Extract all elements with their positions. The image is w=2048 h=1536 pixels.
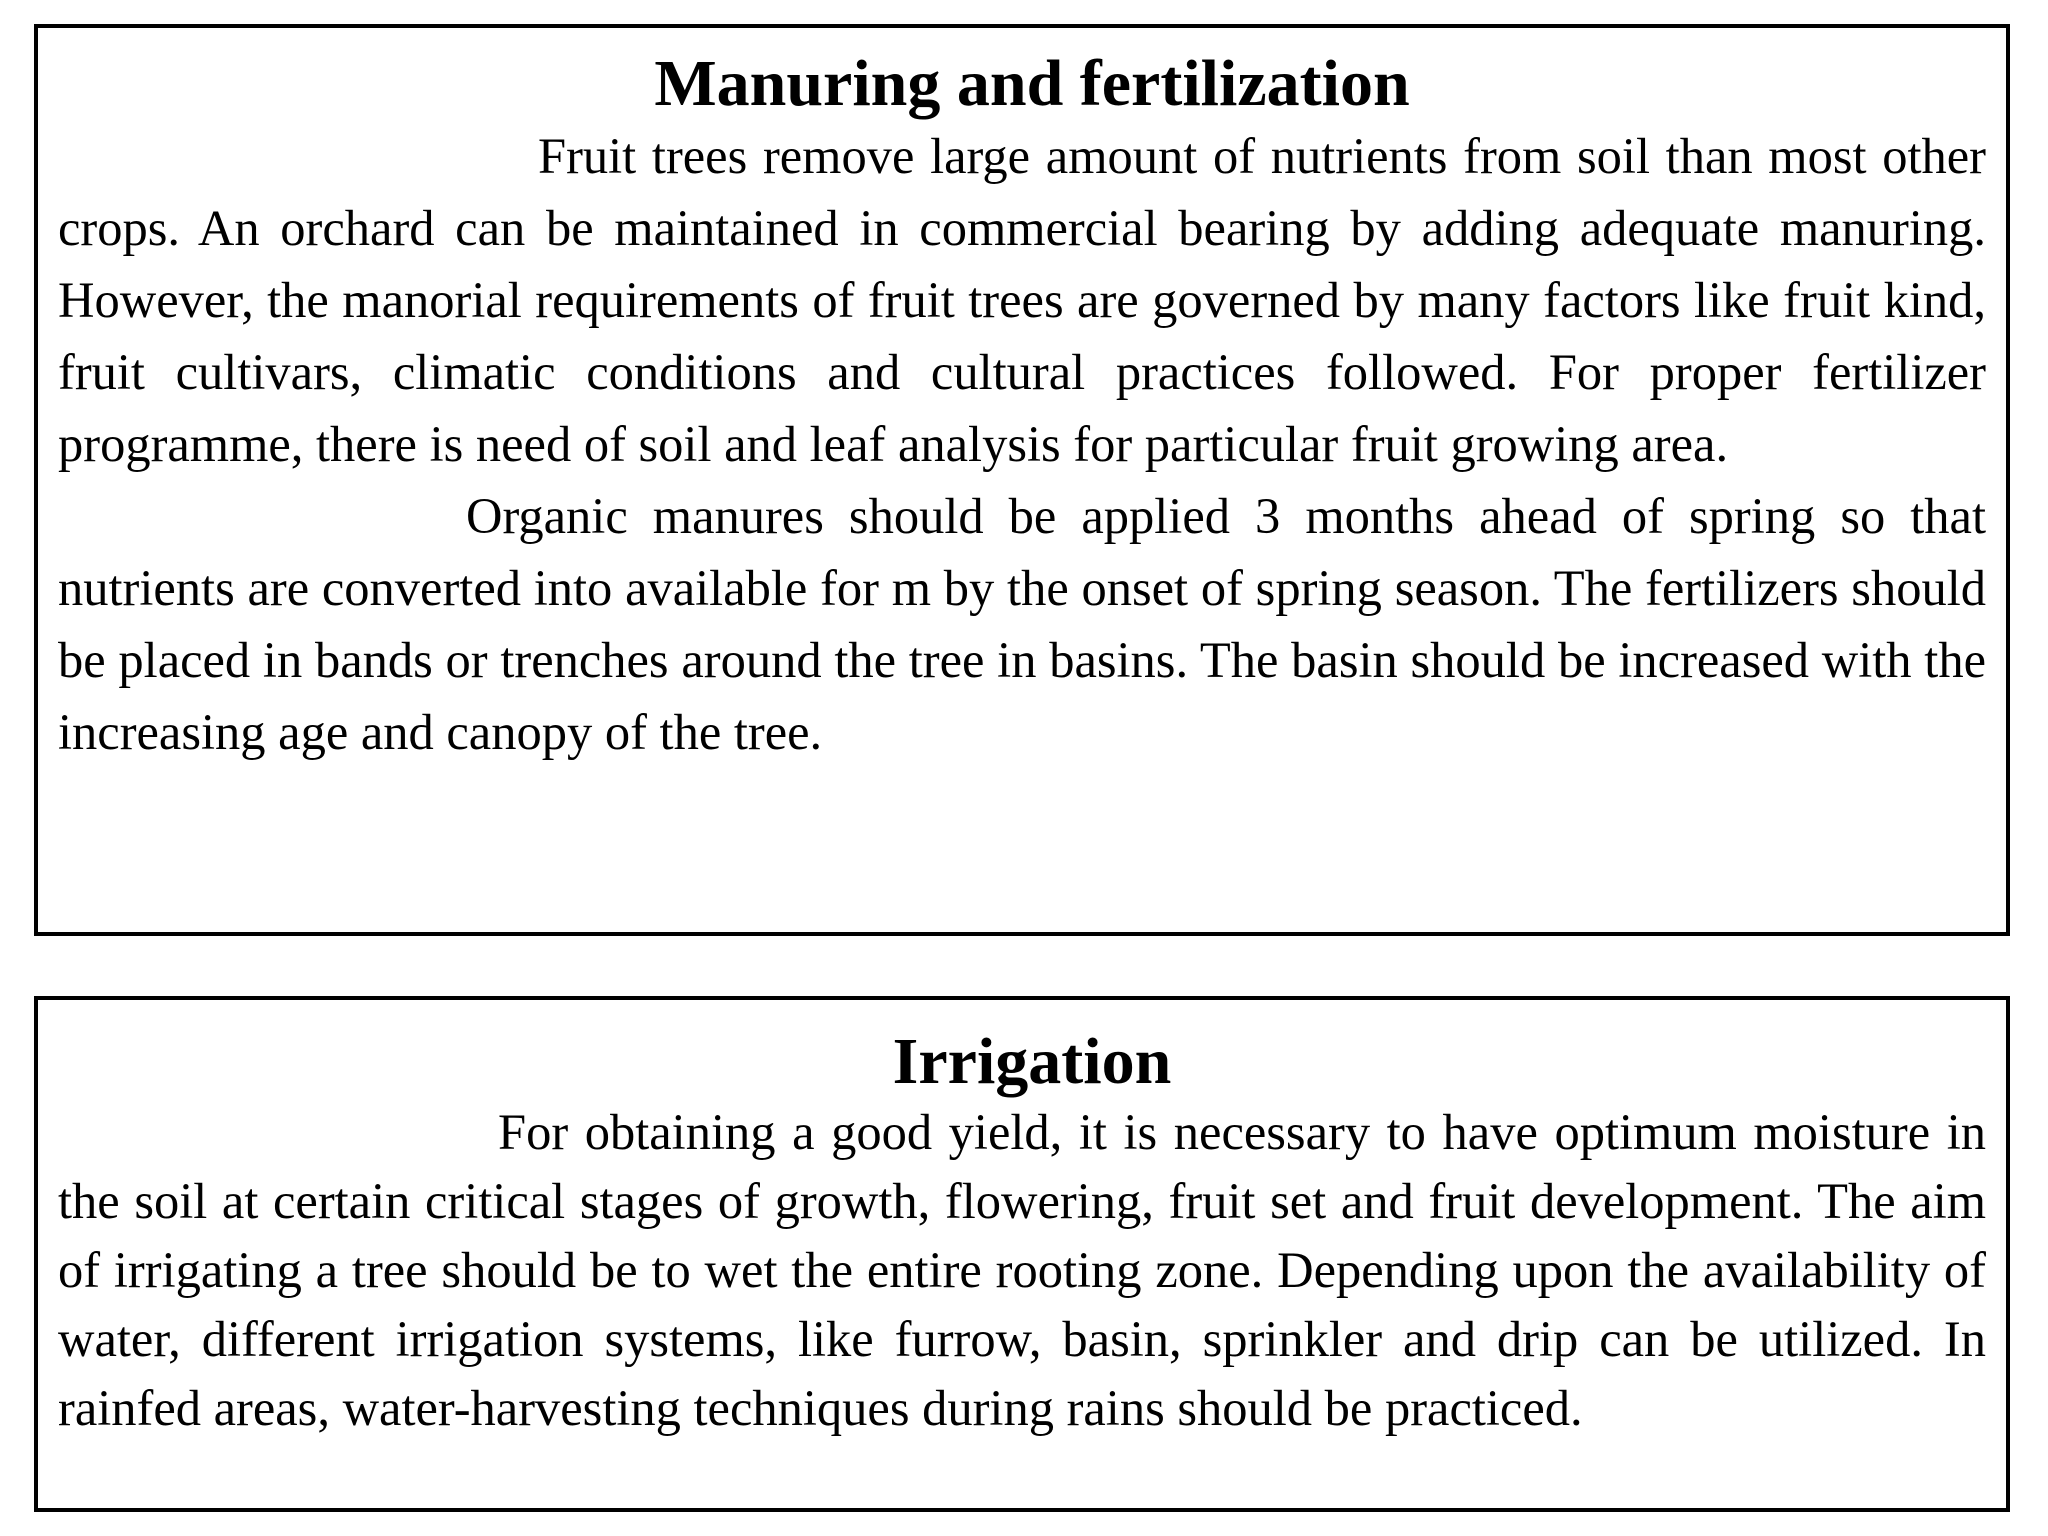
- irrigation-section: [34, 996, 2010, 1512]
- section-title: Irrigation: [892, 1025, 1172, 1098]
- manuring-section: [34, 24, 2010, 936]
- section-paragraph: Fruit trees remove large amount of nutrients from soil than most other crops. An orchard can be maintained in commercial bearing by adding adequate manuring. However, the manorial requirements of fruit trees are governed by many factors like fruit kind, fruit cultivars, climatic conditions and cultural practices followed. For proper fertilizer programme, there is need of soil and leaf analysis for particular fruit growing area.: [58, 128, 1986, 472]
- section-title: Manuring and fertilization: [654, 47, 1410, 120]
- section-paragraph: Organic manures should be applied 3 months ahead of spring so that nutrients are converted into available for m by the onset of spring season. The fertilizers should be placed in bands or trenches around the tree in basins. The basin should be increased with the increasing age and canopy of the tree.: [58, 488, 1986, 760]
- section-paragraph: For obtaining a good yield, it is necessary to have optimum moisture in the soil at certain critical stages of growth, flowering, fruit set and fruit development. The aim of irrigating a tree should be to wet the entire rooting zone. Depending upon the availability of water, different irrigation systems, like furrow, basin, sprinkler and drip can be utilized. In rainfed areas, water-harvesting techniques during rains should be practiced.: [58, 1104, 1986, 1436]
